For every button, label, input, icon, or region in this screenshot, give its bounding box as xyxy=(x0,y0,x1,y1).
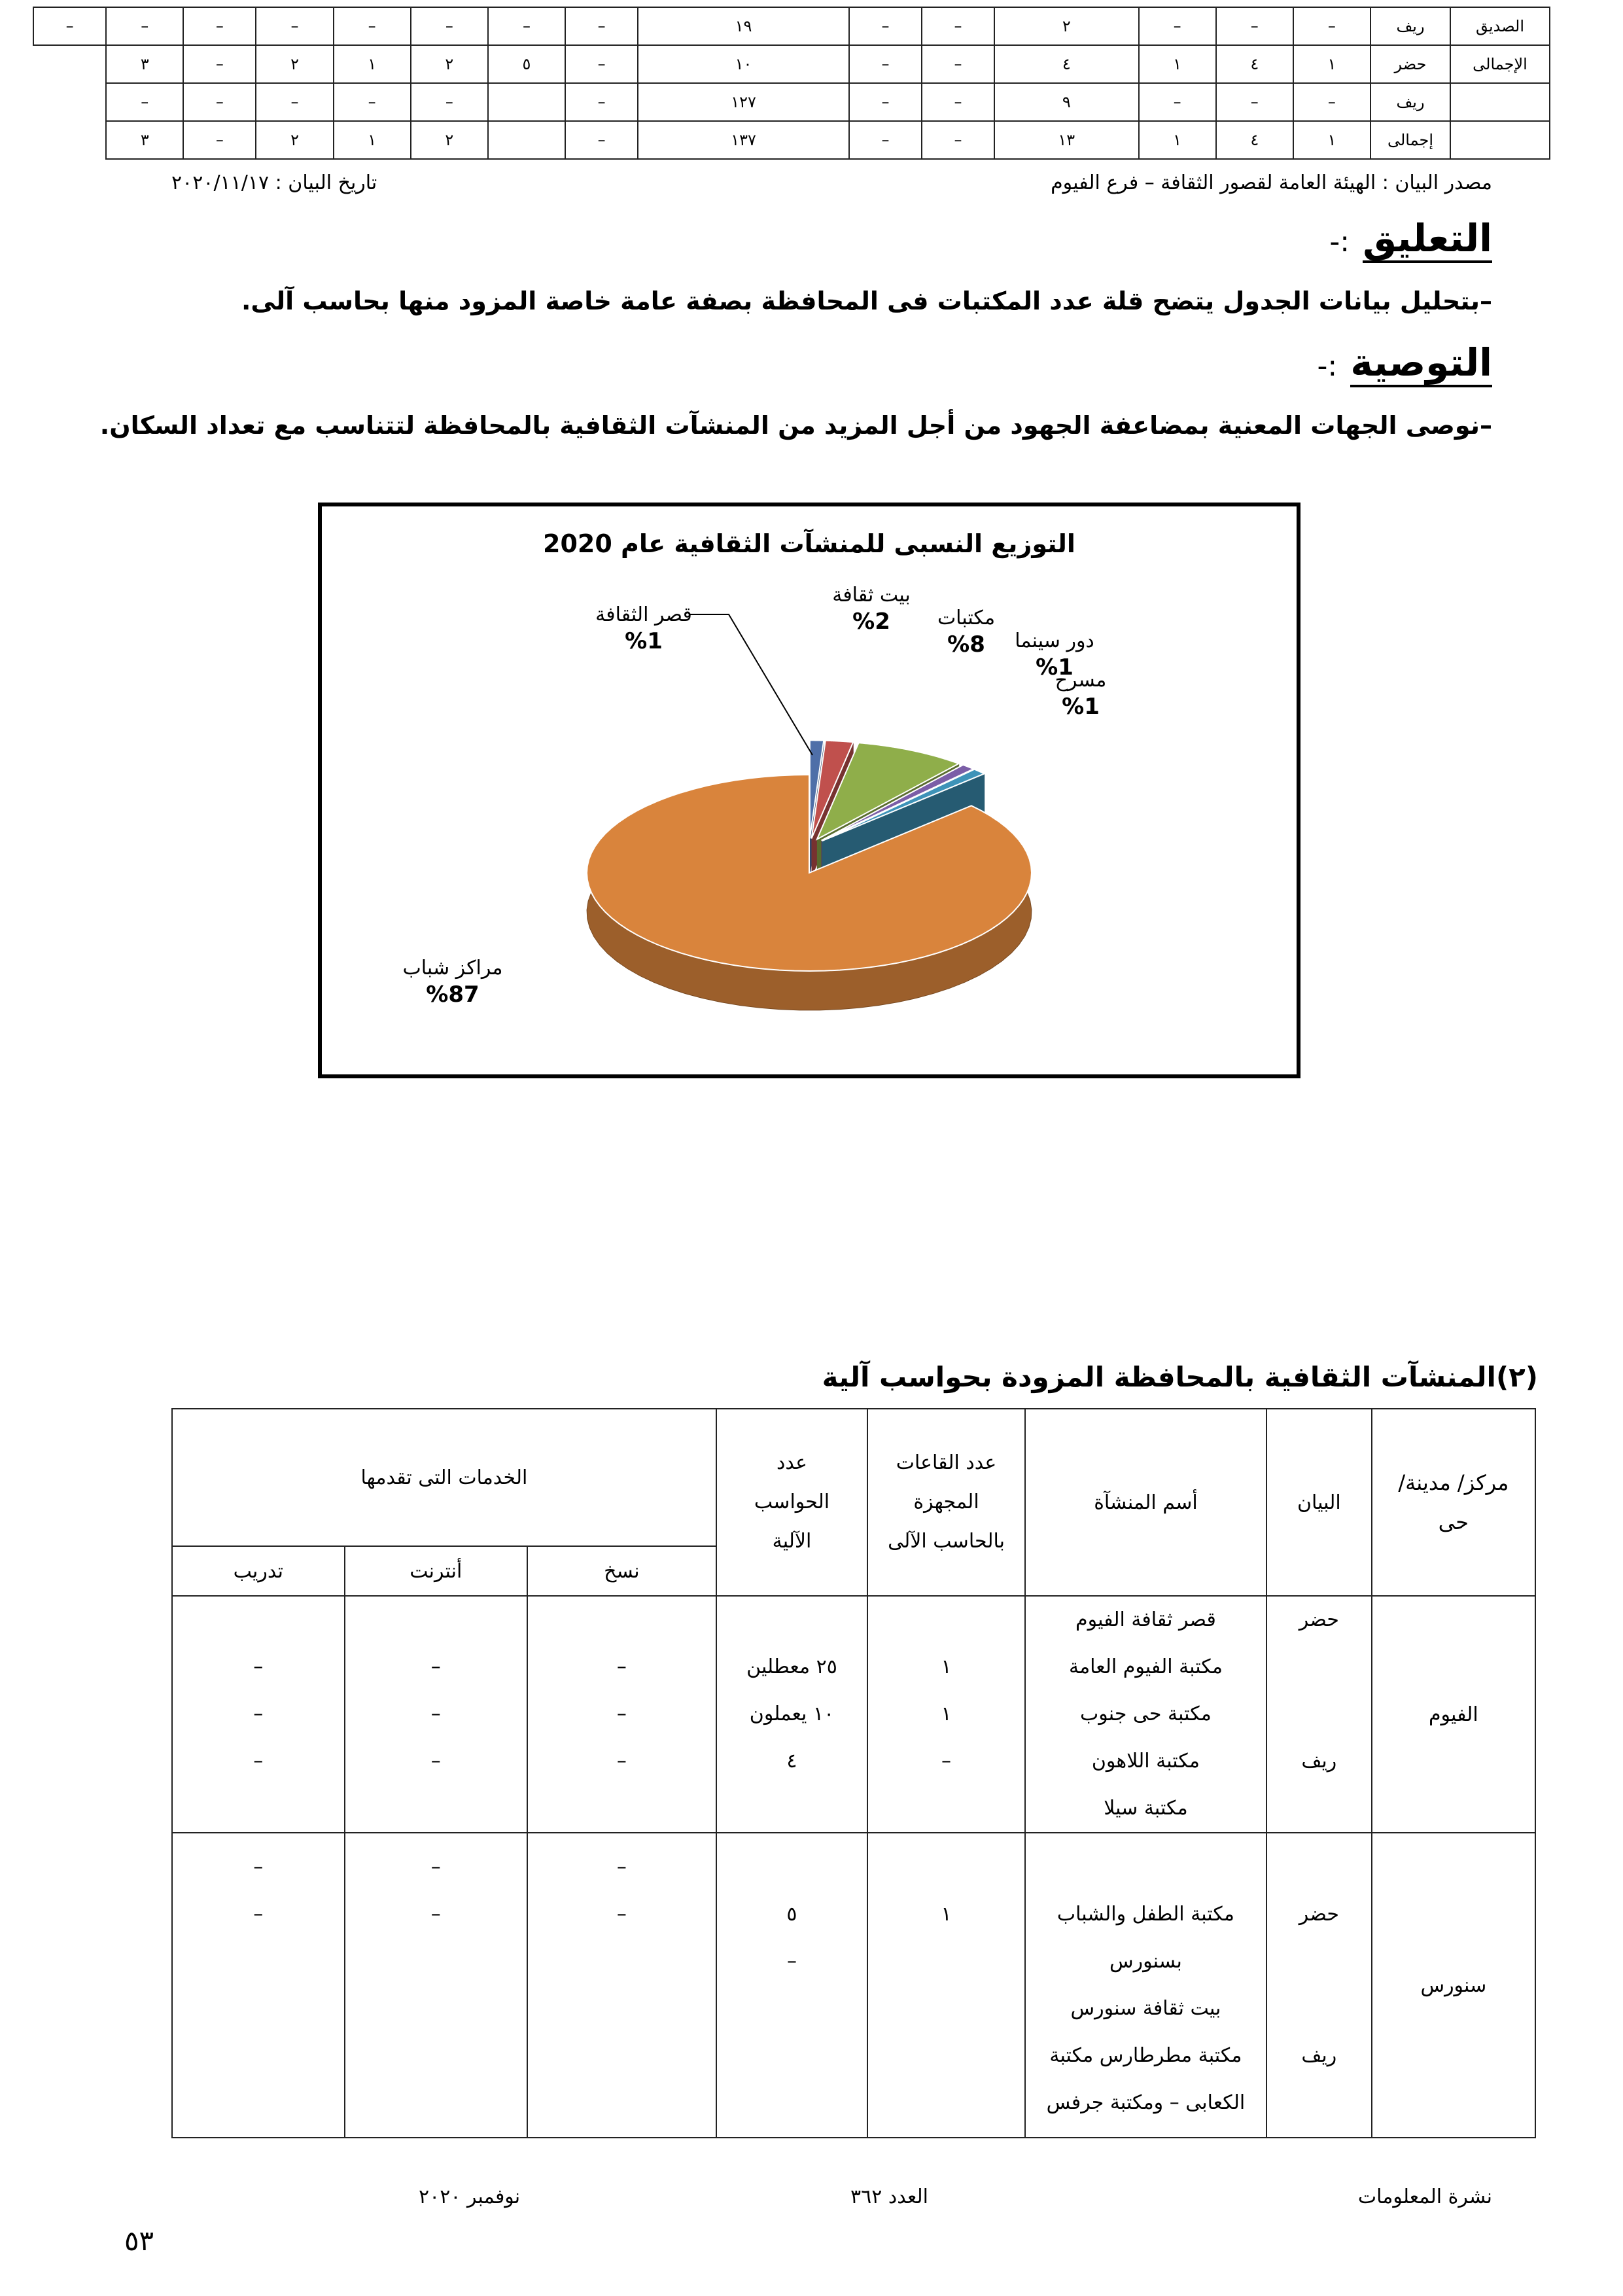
cell-line xyxy=(432,1597,439,1644)
cell-line: الكعابى – ومكتبة جرفس xyxy=(1046,2091,1246,2114)
header-facility: أسم المنشآة xyxy=(1025,1409,1266,1596)
table-cell: ٢ xyxy=(411,45,488,83)
cell-line xyxy=(432,1785,439,1832)
table-row xyxy=(33,7,1550,45)
cell-line xyxy=(619,1597,625,1644)
slice-value-label: %2 xyxy=(852,609,890,635)
cell-line xyxy=(255,2079,262,2127)
cell-line: بسنورس xyxy=(1109,1950,1182,1973)
table-row xyxy=(33,45,1550,83)
table-cell: ٣ xyxy=(106,121,183,159)
pie-chart-frame xyxy=(318,503,1300,1078)
cell-line: – xyxy=(430,1703,441,1725)
slice-label: بيت ثقافة xyxy=(832,584,911,607)
cell-line xyxy=(432,2032,439,2079)
cell-line xyxy=(619,2032,625,2079)
cell-line: – xyxy=(786,1950,797,1973)
cell-line: ١ xyxy=(941,1703,952,1725)
cell-line: – xyxy=(616,1703,627,1725)
table-cell: – xyxy=(334,7,411,45)
cell-line xyxy=(1316,1844,1323,1891)
slice-value-label: %8 xyxy=(947,631,985,658)
cell-line xyxy=(432,1938,439,1985)
header-halls: عدد القاعات المجهزة بالحاسب الآلى xyxy=(867,1409,1025,1596)
table-cell: الإجمالى xyxy=(1450,45,1550,83)
cell-line xyxy=(619,2079,625,2127)
cell-line xyxy=(943,1938,950,1985)
table-cell: – xyxy=(565,121,638,159)
cell-line xyxy=(943,1985,950,2032)
cell-line: قصر ثقافة الفيوم xyxy=(1075,1608,1216,1631)
table-cell: – xyxy=(922,83,994,121)
table-cell: ٩ xyxy=(994,83,1138,121)
cell-line xyxy=(1316,1785,1323,1832)
footer-publication: نشرة المعلومات xyxy=(1357,2185,1492,2208)
table-cell: – xyxy=(256,83,333,121)
top-table xyxy=(33,7,1550,160)
cell-line xyxy=(432,2079,439,2127)
pie-chart xyxy=(322,506,1297,1074)
leader-line xyxy=(689,614,812,755)
table-cell: – xyxy=(256,7,333,45)
table-cell: – xyxy=(565,45,638,83)
table-cell-statement xyxy=(1266,1833,1372,2138)
cell-line: حضر xyxy=(1299,1903,1339,1926)
cell-line: مكتبة اللاهون xyxy=(1091,1750,1200,1773)
table-cell: – xyxy=(106,7,183,45)
header-services: الخدمات التى تقدمها xyxy=(172,1409,716,1546)
table-cell: – xyxy=(565,7,638,45)
table-cell xyxy=(1450,83,1550,121)
comment-heading xyxy=(1329,216,1492,260)
comment-text: –بتحليل بيانات الجدول يتضح قلة عدد المكتبات فى المحافظة بصفة عامة خاصة المزود منها بحاسب آلى. xyxy=(241,287,1492,315)
table-cell-internet xyxy=(345,1833,527,2138)
table-row xyxy=(33,83,1550,121)
cell-line xyxy=(432,1985,439,2032)
cell-line: مكتبة مطرطارس مكتبة xyxy=(1049,2044,1242,2067)
table-cell-computers xyxy=(716,1833,867,2138)
table-cell: – xyxy=(849,45,922,83)
table-cell: – xyxy=(922,7,994,45)
table-cell: ١٣ xyxy=(994,121,1138,159)
cell-line: ٤ xyxy=(786,1750,797,1773)
cell-line xyxy=(619,1938,625,1985)
table-cell: – xyxy=(411,7,488,45)
table-cell-district: الفيوم xyxy=(1372,1596,1535,1833)
table-cell: ٤ xyxy=(994,45,1138,83)
cell-line xyxy=(619,1785,625,1832)
table-cell: ٣ xyxy=(106,45,183,83)
cell-line xyxy=(1316,1985,1323,2032)
cell-line: ريف xyxy=(1301,1750,1337,1773)
cell-line: – xyxy=(430,1750,441,1773)
cell-line xyxy=(789,1597,795,1644)
cell-line: – xyxy=(941,1750,952,1773)
recommendation-heading-title: التوصية xyxy=(1350,340,1492,387)
table-cell: ١ xyxy=(334,45,411,83)
table-cell: ١٢٧ xyxy=(638,83,849,121)
header-copy: نسخ xyxy=(527,1546,716,1596)
table-cell: الصديق xyxy=(1450,7,1550,45)
cell-line xyxy=(1316,1644,1323,1691)
cell-line xyxy=(1316,1691,1323,1738)
table-cell: – xyxy=(183,7,256,45)
cell-line: – xyxy=(253,1856,264,1879)
table-cell: – xyxy=(849,7,922,45)
table-cell: – xyxy=(1216,83,1293,121)
table-cell: – xyxy=(1139,7,1216,45)
table-row xyxy=(172,1833,1535,2138)
table-cell: – xyxy=(33,7,106,45)
recommendation-text: –نوصى الجهات المعنية بمضاعفة الجهود من أجل المزيد من المنشآت الثقافية بالمحافظة لتتناسب مع تعداد السكان. xyxy=(99,411,1492,440)
cell-line: – xyxy=(430,1856,441,1879)
recommendation-heading-suffix: :- xyxy=(1317,349,1338,383)
table-cell: – xyxy=(565,83,638,121)
table-cell: ريف xyxy=(1370,7,1450,45)
table-cell: – xyxy=(849,121,922,159)
table-cell-facilities xyxy=(1025,1596,1266,1833)
cell-line: ١٠ يعملون xyxy=(749,1703,835,1725)
slice-label: مراكز شباب xyxy=(402,957,503,980)
table-cell xyxy=(488,83,565,121)
slice-label: دور سينما xyxy=(1015,629,1094,652)
slice-label: قصر الثقافة xyxy=(595,603,692,626)
chart-title: التوزيع النسبى للمنشآت الثقافية عام 2020 xyxy=(543,529,1075,558)
cell-line xyxy=(1316,1938,1323,1985)
cell-line xyxy=(943,2079,950,2127)
cell-line xyxy=(255,2032,262,2079)
footer-issue: العدد ٣٦٢ xyxy=(850,2185,928,2208)
cell-line xyxy=(943,1597,950,1644)
cell-line: – xyxy=(616,1750,627,1773)
table-cell: ١ xyxy=(1293,121,1370,159)
page-number: ٥٣ xyxy=(124,2225,154,2257)
cell-line xyxy=(943,2032,950,2079)
pie-slices xyxy=(587,740,1032,1010)
cell-line: ريف xyxy=(1301,2044,1337,2067)
table-cell: ٢ xyxy=(256,121,333,159)
cell-line: – xyxy=(616,1655,627,1678)
header-district: مركز/ مدينة/حى xyxy=(1372,1409,1535,1596)
cell-line: ٢٥ معطلين xyxy=(746,1655,837,1678)
table-cell: – xyxy=(922,45,994,83)
comment-heading-suffix: :- xyxy=(1329,225,1350,258)
table-cell-copy xyxy=(527,1833,716,2138)
table-cell: ١ xyxy=(1139,121,1216,159)
table-cell: ١ xyxy=(334,121,411,159)
table-cell: ٢ xyxy=(411,121,488,159)
header-internet: أنترنت xyxy=(345,1546,527,1596)
table-cell: – xyxy=(1139,83,1216,121)
date-line: تاريخ البيان : ٢٠٢٠/١١/١٧ xyxy=(171,171,377,194)
cell-line: ٥ xyxy=(786,1903,797,1926)
table-cell: ٥ xyxy=(488,45,565,83)
cell-line xyxy=(255,1938,262,1985)
table-cell-internet xyxy=(345,1596,527,1833)
table-cell: ١٣٧ xyxy=(638,121,849,159)
cell-line xyxy=(1143,1844,1149,1891)
table-cell: – xyxy=(1216,7,1293,45)
cell-line: – xyxy=(616,1903,627,1926)
table-cell: – xyxy=(1293,83,1370,121)
cell-line: بيت ثقافة سنورس xyxy=(1070,1997,1221,2020)
table-cell: ١٠ xyxy=(638,45,849,83)
table-cell-computers xyxy=(716,1596,867,1833)
source-line: مصدر البيان : الهيئة العامة لقصور الثقافة – فرع الفيوم xyxy=(1051,171,1492,194)
cell-line xyxy=(619,1985,625,2032)
recommendation-heading xyxy=(1318,340,1493,385)
slice-value-label: %87 xyxy=(426,981,480,1008)
table-cell: ١٩ xyxy=(638,7,849,45)
slice-value-label: %1 xyxy=(625,628,663,654)
table-cell: ٤ xyxy=(1216,45,1293,83)
table-cell: ١ xyxy=(1293,45,1370,83)
table-cell: – xyxy=(922,121,994,159)
cell-line xyxy=(789,2032,795,2079)
cell-line xyxy=(789,1785,795,1832)
table-cell-training xyxy=(172,1833,345,2138)
cell-line: – xyxy=(253,1903,264,1926)
slice-value-label: %1 xyxy=(1036,654,1073,680)
comment-heading-title: التعليق xyxy=(1363,216,1492,263)
table-cell-training xyxy=(172,1596,345,1833)
cell-line xyxy=(1316,2079,1323,2127)
header-statement: البيان xyxy=(1266,1409,1372,1596)
slice-value-label: %1 xyxy=(1062,694,1100,720)
cell-line: – xyxy=(253,1750,264,1773)
cell-line: ١ xyxy=(941,1903,952,1926)
table-cell-halls xyxy=(867,1833,1025,2138)
table-cell-halls xyxy=(867,1596,1025,1833)
table-cell: – xyxy=(1293,7,1370,45)
cell-line: مكتبة الطفل والشباب xyxy=(1056,1903,1234,1926)
cell-line: – xyxy=(430,1655,441,1678)
table-cell-district: سنورس xyxy=(1372,1833,1535,2138)
cell-line xyxy=(789,1985,795,2032)
footer-date: نوفمبر ٢٠٢٠ xyxy=(419,2185,521,2208)
table-row xyxy=(172,1596,1535,1833)
table-cell: – xyxy=(334,83,411,121)
table-cell: ٤ xyxy=(1216,121,1293,159)
cell-line xyxy=(255,1985,262,2032)
cell-line: – xyxy=(616,1856,627,1879)
table-cell xyxy=(1450,121,1550,159)
table-cell-statement xyxy=(1266,1596,1372,1833)
header-training: تدريب xyxy=(172,1546,345,1596)
cell-line: مكتبة حى جنوب xyxy=(1080,1703,1212,1725)
table-cell: – xyxy=(183,83,256,121)
table-cell xyxy=(488,121,565,159)
table2-title: (٢)المنشآت الثقافية بالمحافظة المزودة بحواسب آلية xyxy=(822,1361,1538,1393)
table-cell: ١ xyxy=(1139,45,1216,83)
table-cell: حضر xyxy=(1370,45,1450,83)
cell-line: حضر xyxy=(1299,1608,1339,1631)
table-cell: – xyxy=(488,7,565,45)
cell-line xyxy=(943,1844,950,1891)
cell-line: مكتبة سيلا xyxy=(1104,1797,1188,1820)
table-cell-facilities xyxy=(1025,1833,1266,2138)
cell-line: مكتبة الفيوم العامة xyxy=(1068,1655,1223,1678)
table-cell: ٢ xyxy=(994,7,1138,45)
table-cell: ريف xyxy=(1370,83,1450,121)
table-cell: ٢ xyxy=(256,45,333,83)
cell-line xyxy=(789,2079,795,2127)
cell-line xyxy=(255,1785,262,1832)
table-cell: – xyxy=(106,83,183,121)
table-cell: – xyxy=(183,45,256,83)
cell-line xyxy=(789,1844,795,1891)
cell-line xyxy=(255,1597,262,1644)
cell-line xyxy=(943,1785,950,1832)
facilities-table xyxy=(171,1408,1536,2138)
header-computers: عدد الحواسب الآلية xyxy=(716,1409,867,1596)
cell-line: ١ xyxy=(941,1655,952,1678)
cell-line: – xyxy=(253,1655,264,1678)
table-row xyxy=(33,121,1550,159)
table-cell-copy xyxy=(527,1596,716,1833)
cell-line: – xyxy=(430,1903,441,1926)
table-cell: – xyxy=(183,121,256,159)
cell-line: – xyxy=(253,1703,264,1725)
table-cell: إجمالى xyxy=(1370,121,1450,159)
slice-label: مسرح xyxy=(1055,669,1107,692)
table-cell: – xyxy=(849,83,922,121)
table-cell: – xyxy=(411,83,488,121)
slice-label: مكتبات xyxy=(937,607,996,629)
